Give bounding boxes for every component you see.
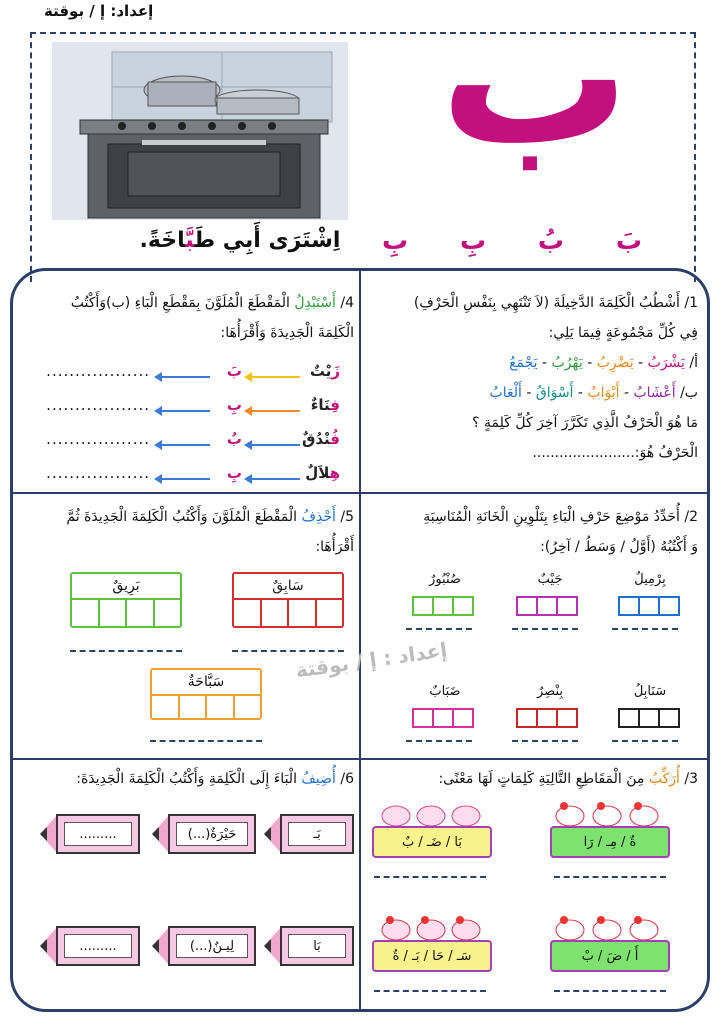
q5-block: [34, 502, 354, 562]
q4-syllable: بِ: [226, 464, 242, 482]
word-option[interactable]: أَلْعَابُ: [489, 385, 522, 401]
watermark: إعداد : إ / بوقتة: [294, 637, 449, 683]
arrow-icon: [160, 376, 210, 378]
answer-blank[interactable]: ..................: [46, 464, 150, 482]
pencil-card: (...)لِيـنٌ: [152, 926, 256, 966]
author-label: إعداد: إ / بوقتة: [44, 2, 154, 20]
q6-title: 6/ أُضِيفُ الْبَاءَ إِلَى الْكَلِمَةِ وَأَكْتُبُ الْكَلِمَةَ الْجَدِيدَةَ:: [76, 771, 354, 787]
q6-block: [34, 764, 354, 794]
q1-line2: فِي كُلِّ مَجْمُوعَةٍ فِيمَا يَلِي:: [548, 325, 698, 341]
sentence-end: اخَةً.: [139, 228, 186, 253]
syllable-card: أَ / ضَ / بْ: [550, 940, 670, 972]
q4-syllable: بَ: [226, 362, 242, 380]
q4-row: [46, 362, 350, 392]
model-sentence: [110, 228, 370, 253]
q4-line2: الْكَلِمَةَ الْجَدِيدَةَ وَأَقْرَأُهَا:: [220, 325, 354, 341]
syllable-card: ةٌ / مِـ / رَا: [550, 826, 670, 858]
q2-word: بِنْصِرٌ: [537, 684, 563, 699]
pencil-card: بَـ: [264, 814, 354, 854]
q4-word: فِنَاءٌ: [310, 396, 340, 414]
arrow-icon: [160, 410, 210, 412]
q5-title: 5/ أَحْذِفُ الْمَقْطَعَ الْمُلَوَّنَ وَأَكْتُبُ الْكَلِمَةَ الْجَدِيدَةَ ثُمَّ: [66, 509, 354, 525]
q2-block: [368, 502, 698, 562]
big-letter-ba: [440, 22, 630, 202]
arrow-icon: [160, 444, 210, 446]
answer-line[interactable]: [406, 628, 472, 630]
q4-block: [34, 288, 354, 348]
answer-line[interactable]: [150, 740, 262, 742]
kitty-decoration: [552, 914, 662, 940]
position-boxes[interactable]: [518, 708, 578, 728]
position-boxes[interactable]: [620, 708, 680, 728]
word-grid[interactable]: بَرِيقٌ: [70, 572, 182, 628]
syllable-card: بَا / ضَـ / بٌ: [372, 826, 492, 858]
q4-word: هِلاَلٌ: [305, 464, 340, 482]
q4-row: [46, 396, 350, 426]
q4-title: 4/ أَسْتَبْدِلُ الْمَقْطَعَ الْمُلَوَّنَ بِمَقْطَعِ الْبَاءِ (ب)وَأَكْتُبُ: [70, 295, 354, 311]
q3-title: 3/ أُرَكِّبُ مِنَ الْمَقَاطِعِ التَّالِيَةِ كَلِمَاتٍ لَهَا مَعْنًى:: [438, 771, 698, 787]
q2-word: صُنْبُورٌ: [429, 572, 461, 587]
q2-word: جَيْبٌ: [537, 572, 563, 587]
word-option[interactable]: يَجْمَعُ: [509, 355, 538, 371]
word-option[interactable]: يَشْرَبُ: [647, 355, 685, 371]
word-option[interactable]: أَعْشَابُ: [633, 385, 676, 401]
letter-form: بُ: [537, 226, 565, 256]
answer-line[interactable]: [554, 876, 666, 878]
answer-blank[interactable]: ..................: [46, 430, 150, 448]
syllable-card: سَـ / حَا / بَـ / ةٌ: [372, 940, 492, 972]
arrow-icon: [250, 410, 300, 412]
q4-row: [46, 430, 350, 460]
sentence-start: اِشْتَرَى أَبِي طَ: [194, 228, 341, 253]
arrow-icon: [250, 478, 300, 480]
sentence-ba: بَّ: [185, 228, 195, 253]
word-option[interactable]: يَضْرِبُ: [596, 355, 634, 371]
answer-line[interactable]: [612, 628, 678, 630]
letter-form: بِ: [382, 226, 409, 256]
word-grid[interactable]: سَبَّاحَةٌ: [150, 668, 262, 720]
answer-line[interactable]: [232, 650, 344, 652]
pencil-card[interactable]: .........: [40, 926, 140, 966]
answer-line[interactable]: [612, 740, 678, 742]
q5-line2: أَقْرَأُهَا:: [315, 539, 354, 555]
answer-line[interactable]: [554, 990, 666, 992]
bunny-decoration: [376, 800, 486, 826]
arrow-icon: [250, 444, 300, 446]
answer-line[interactable]: [374, 876, 486, 878]
row-divider: [12, 758, 708, 760]
q1-answer[interactable]: الْحَرْفُ هُوَ:.......................: [532, 445, 698, 461]
letter-form: بَ: [615, 226, 642, 256]
word-grid[interactable]: سَابِقٌ: [232, 572, 344, 628]
q4-row: [46, 464, 350, 494]
pencil-card: بَا: [264, 926, 354, 966]
answer-line[interactable]: [512, 628, 578, 630]
arrow-icon: [160, 478, 210, 480]
kitty-decoration: [376, 914, 486, 940]
letter-forms: [382, 226, 642, 258]
answer-line[interactable]: [70, 650, 182, 652]
position-boxes[interactable]: [414, 596, 474, 616]
q4-word: زَيْتٌ: [309, 362, 340, 380]
word-option[interactable]: أَبْوَابُ: [587, 385, 620, 401]
answer-blank[interactable]: ..................: [46, 396, 150, 414]
q1-block: [368, 288, 698, 468]
answer-line[interactable]: [374, 990, 486, 992]
q4-syllable: بُ: [226, 430, 242, 448]
q2-word: سَنَابِلُ: [633, 684, 667, 699]
word-option[interactable]: يَهْرُبُ: [551, 355, 583, 371]
q1-group-b: ب/ أَعْشَابُ - أَبْوَابُ - أَسْوَاقُ - أَلْعَابُ: [489, 385, 698, 401]
position-boxes[interactable]: [414, 708, 474, 728]
pencil-card: (...)حَيْرَةٌ: [152, 814, 256, 854]
answer-line[interactable]: [512, 740, 578, 742]
position-boxes[interactable]: [518, 596, 578, 616]
svg-text:ب: ب: [440, 22, 630, 187]
q1-title: 1/ أَشْطُبُ الْكَلِمَةَ الدَّخِيلَةَ (لاَ تَنْتَهِي بِنَفْسِ الْحَرْفِ): [413, 295, 698, 311]
column-divider: [359, 270, 361, 1010]
letter-form: بِ: [459, 226, 487, 256]
stove-illustration: [52, 42, 348, 220]
word-option[interactable]: أَسْوَاقُ: [535, 385, 574, 401]
q2-word: بِرْمِيلٌ: [634, 572, 666, 587]
q1-question: مَا هُوَ الْحَرْفُ الَّذِي تَكَرَّرَ آخِرَ كُلِّ كَلِمَةٍ ؟: [472, 415, 698, 431]
q4-word: فُنْدُقٌ: [301, 430, 340, 448]
kitty-decoration: [552, 800, 662, 826]
q2-line2: وَ أَكْتُبُهُ (أَوَّلُ / وَسَطُ / آخِرُ):: [540, 539, 698, 555]
arrow-icon: [250, 376, 300, 378]
q4-syllable: بِ: [226, 396, 242, 414]
q1-group-a: أ/ يَشْرَبُ - يَضْرِبُ - يَهْرُبُ - يَجْمَعُ: [509, 355, 698, 371]
q2-title: 2/ أُحَدِّدُ مَوْضِعَ حَرْفِ الْبَاءِ بِتَلْوِينِ الْخَانَةِ الْمُنَاسِبَةِ: [423, 509, 698, 525]
q2-word: ضَبَابٌ: [429, 684, 461, 699]
position-boxes[interactable]: [620, 596, 680, 616]
pencil-card[interactable]: .........: [40, 814, 140, 854]
q3-block: [368, 764, 698, 794]
answer-line[interactable]: [406, 740, 472, 742]
answer-blank[interactable]: ..................: [46, 362, 150, 380]
